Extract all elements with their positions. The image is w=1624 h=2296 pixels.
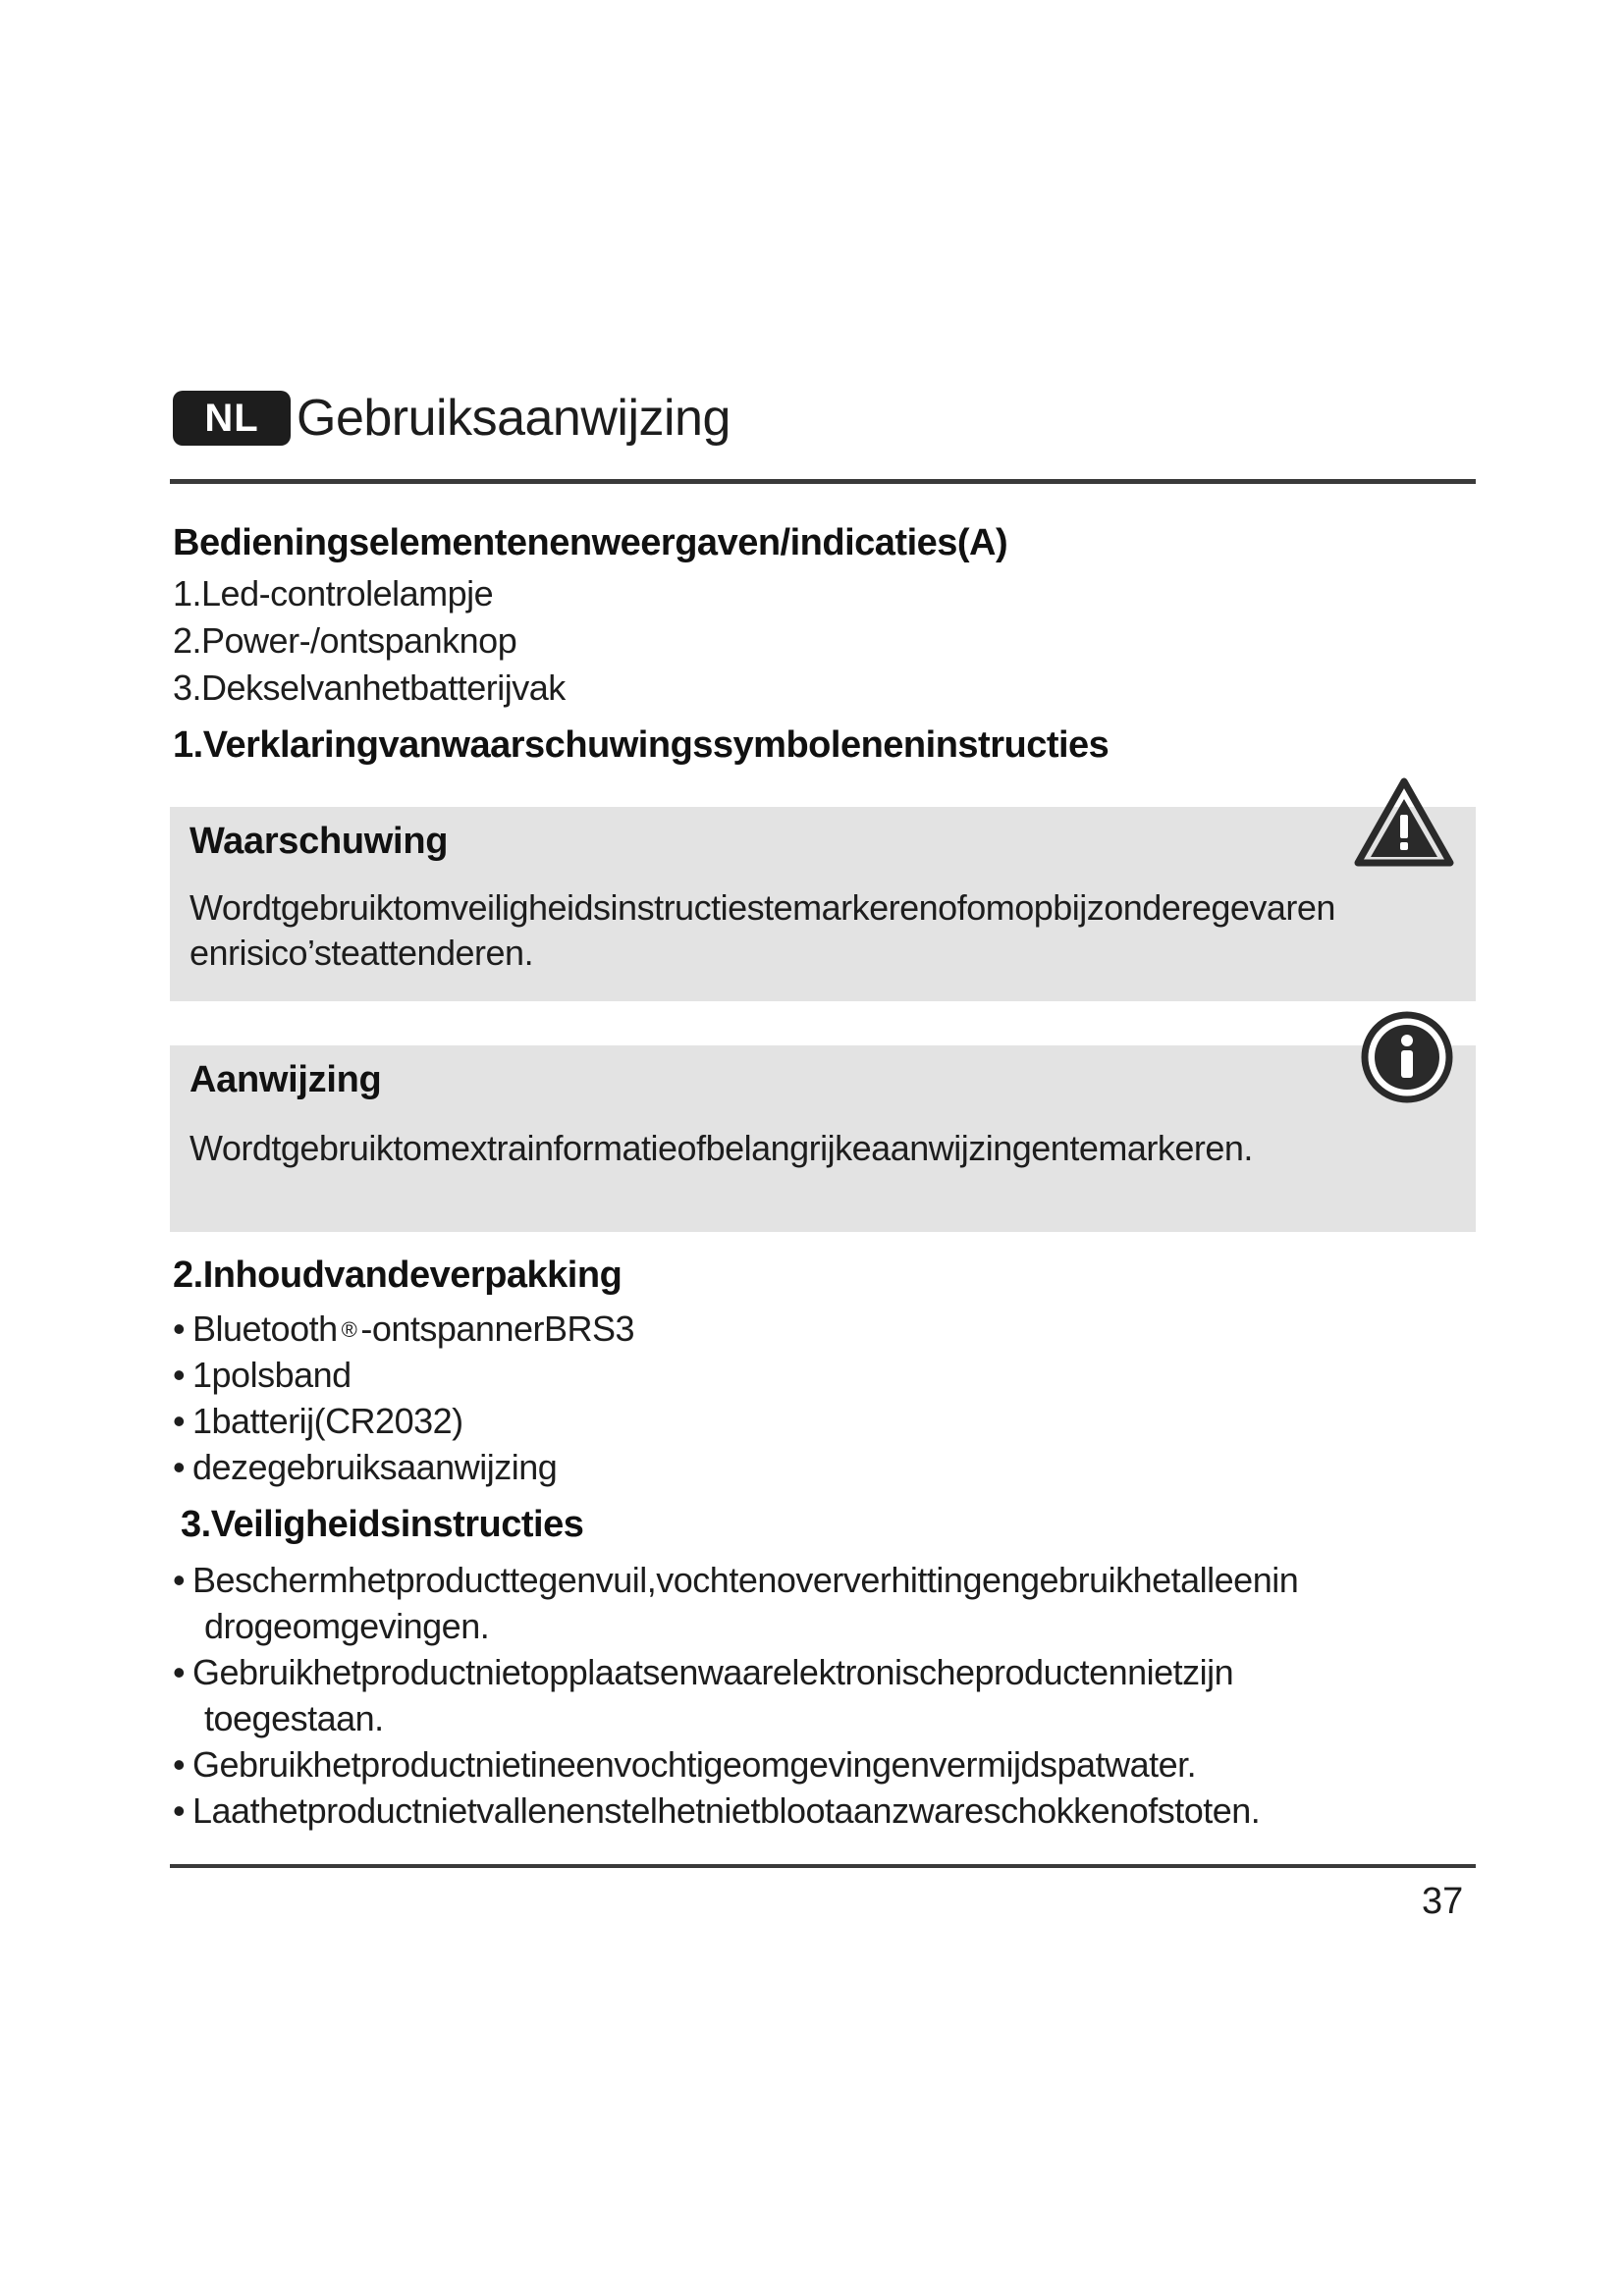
controls-item: 3.Dekselvanhetbatterijvak (173, 667, 566, 708)
safety-item (173, 1788, 1260, 1834)
bullet-dot: • (173, 1652, 186, 1692)
safety-item-text: drogeomgevingen. (204, 1606, 490, 1646)
safety-item-text: toegestaan. (204, 1698, 384, 1738)
package-item-text: dezegebruiksaanwijzing (192, 1447, 558, 1487)
safety-item (173, 1557, 1298, 1649)
safety-item-text: Beschermhetproducttegenvuil,vochtenoververhittingengebruikhetalleenin (192, 1560, 1299, 1600)
bullet-dot: • (173, 1308, 186, 1349)
package-item-text: -ontspannerBRS3 (360, 1308, 635, 1349)
page-number: 37 (1422, 1881, 1464, 1922)
package-item (173, 1352, 352, 1398)
safety-item (173, 1649, 1233, 1741)
bullet-dot: • (173, 1790, 186, 1831)
page-header (173, 389, 731, 448)
page-title: Gebruiksaanwijzing (297, 390, 731, 447)
controls-heading: Bedieningselementenenweergaven/indicaties(A) (173, 522, 1008, 563)
safety-item-text: Gebruikhetproductnietineenvochtigeomgevingenvermijdspatwater. (192, 1744, 1197, 1785)
safety-item-text: Gebruikhetproductnietopplaatsenwaarelektronischeproductennietzijn (192, 1652, 1234, 1692)
bullet-dot: • (173, 1744, 186, 1785)
package-item-text: 1batterij(CR2032) (192, 1401, 463, 1441)
package-item (173, 1306, 634, 1353)
controls-item: 1.Led-controlelampje (173, 573, 494, 614)
bullet-dot: • (173, 1401, 186, 1441)
bullet-dot: • (173, 1447, 186, 1487)
warning-text-line: enrisico’steattenderen. (189, 933, 534, 973)
language-badge: NL (173, 391, 291, 446)
warning-text-line: Wordtgebruiktomveiligheidsinstructiestemarkerenofomopbijzonderegevaren (189, 887, 1335, 928)
safety-item (173, 1741, 1196, 1788)
warning-triangle-icon (1353, 775, 1455, 875)
package-item (173, 1444, 557, 1490)
package-item-text: 1polsband (192, 1355, 352, 1395)
package-item-text: Bluetooth (192, 1308, 338, 1349)
controls-item: 2.Power-/ontspanknop (173, 620, 517, 661)
section1-heading: 1.Verklaringvanwaarschuwingssymboleneninstructies (173, 724, 1110, 766)
section3-heading: 3.Veiligheidsinstructies (181, 1504, 584, 1545)
note-title: Aanwijzing (189, 1059, 382, 1100)
note-text-line: Wordtgebruiktomextrainformatieofbelangrijkeaanwijzingentemarkeren. (189, 1128, 1253, 1168)
bullet-dot: • (173, 1355, 186, 1395)
warning-box (170, 807, 1476, 1001)
note-box (170, 1045, 1476, 1232)
warning-title: Waarschuwing (189, 821, 449, 862)
header-divider (170, 479, 1476, 484)
safety-item-text: Laathetproductnietvallenenstelhetnietblootaanzwareschokkenofstoten. (192, 1790, 1261, 1831)
registered-mark: ® (341, 1317, 357, 1342)
info-circle-icon (1361, 1011, 1453, 1108)
package-item (173, 1398, 463, 1444)
section2-heading: 2.Inhoudvandeverpakking (173, 1255, 623, 1296)
bullet-dot: • (173, 1560, 186, 1600)
footer-divider (170, 1864, 1476, 1868)
